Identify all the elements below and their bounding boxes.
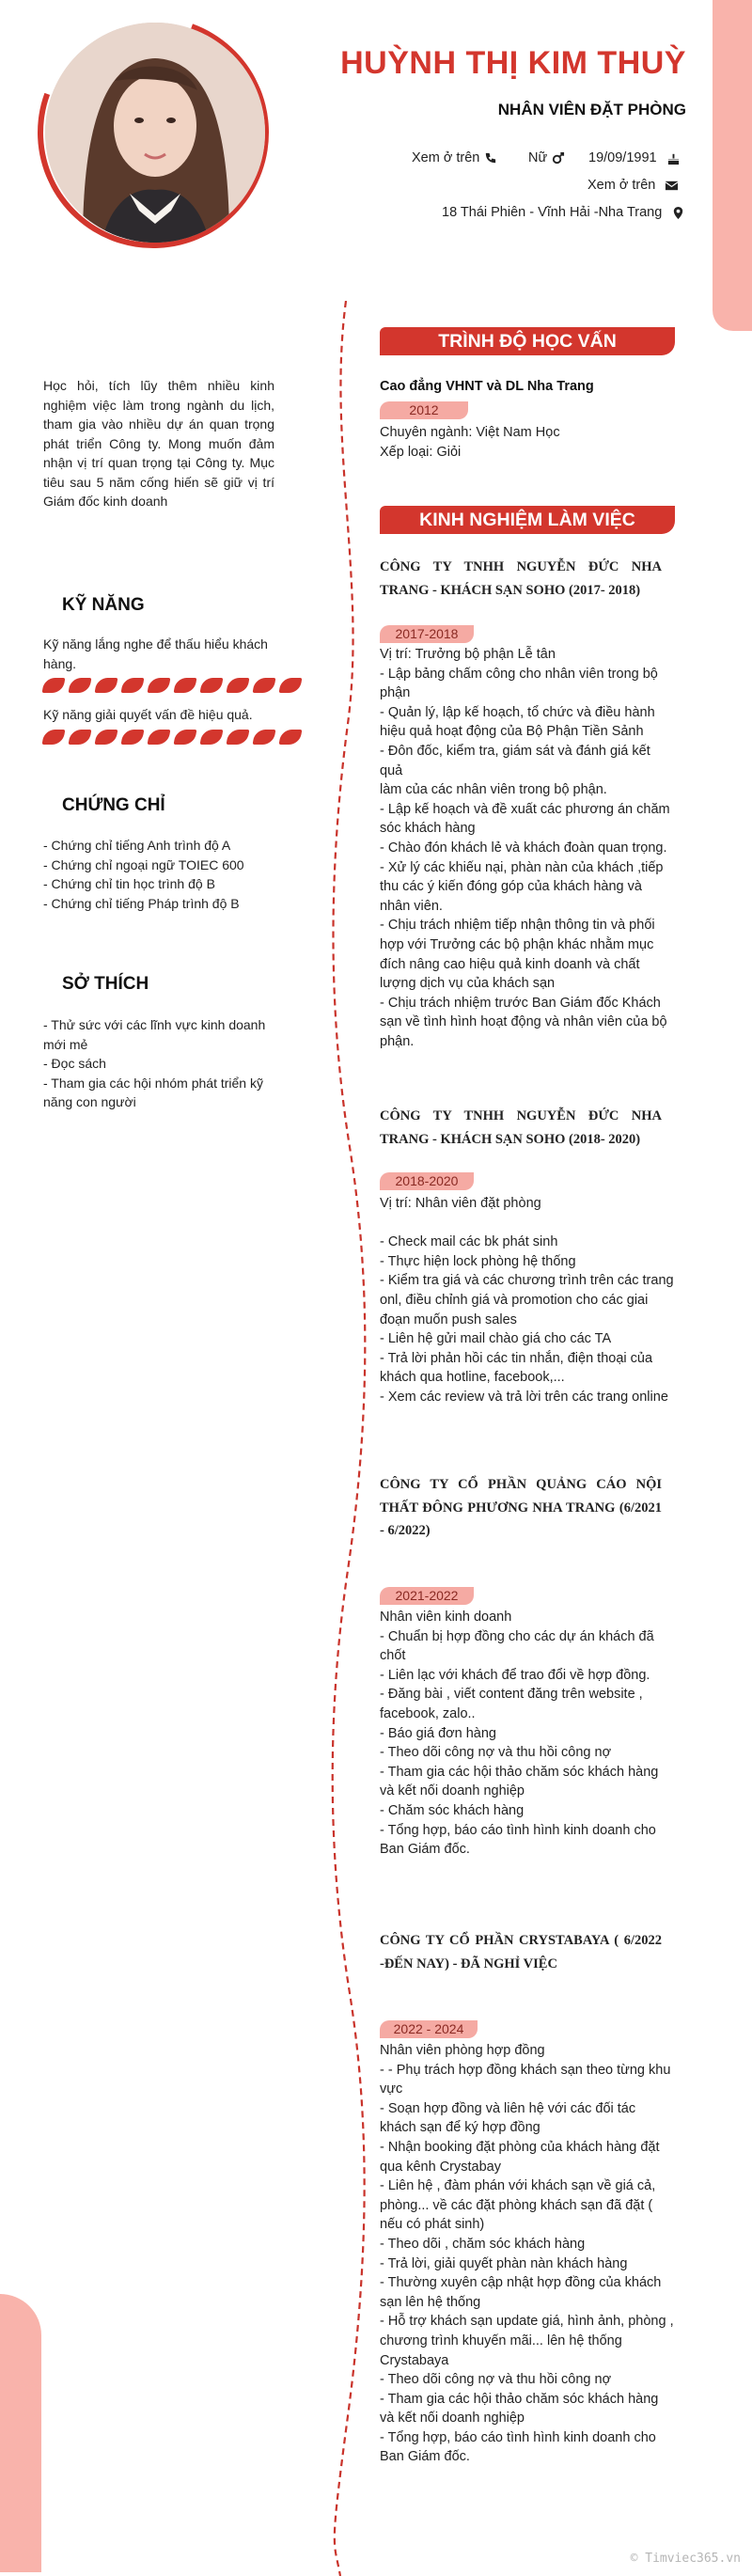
job-4-details <box>380 2041 675 2467</box>
address-value: 18 Thái Phiên - Vĩnh Hải -Nha Trang <box>442 205 663 220</box>
job-line: - Chuẩn bị hợp đồng cho các dự án khách đã chốt <box>380 1628 654 1664</box>
certificates-heading: CHỨNG CHỈ <box>62 795 165 815</box>
hobby-item: - Tham gia các hội nhóm phát triển kỹ năng con người <box>43 1075 263 1109</box>
rating-dot <box>227 730 250 745</box>
gender-info <box>528 150 565 165</box>
watermark-footer: © Timviec365.vn <box>630 2552 741 2566</box>
job-1-period: 2017-2018 <box>380 625 474 643</box>
email-info <box>588 178 679 193</box>
job-line: - Chịu trách nhiệm trước Ban Giám đốc Khách sạn về tình hình hoạt động và nhân viên của bộ phận. <box>380 995 667 1049</box>
job-line: - Lập kế hoạch và đề xuất các phương án chăm sóc khách hàng <box>380 801 670 837</box>
phone-value: Xem ở trên <box>412 150 480 165</box>
cake-icon <box>666 151 681 165</box>
rating-dot <box>95 678 118 693</box>
avatar-portrait-icon <box>45 23 265 243</box>
rating-dot <box>148 730 171 745</box>
job-line: - Chịu trách nhiệm tiếp nhận thông tin và phối hợp với Trưởng các bộ phận khác nhằm mục đích nâng cao hiệu quả kinh doanh và chất lượng dịch vụ của khách sạn <box>380 918 655 992</box>
job-2-company: CÔNG TY TNHH NGUYỄN ĐỨC NHA TRANG - KHÁCH SẠN SOHO (2018- 2020) <box>380 1108 662 1147</box>
job-2-details <box>380 1194 675 1407</box>
rating-dot <box>253 730 276 745</box>
job-line: - Đăng bài , viết content đăng trên website , facebook, zalo.. <box>380 1687 643 1721</box>
job-3-period: 2021-2022 <box>380 1587 474 1605</box>
job-line: - Tổng hợp, báo cáo tình hình kinh doanh cho Ban Giám đốc. <box>380 2429 656 2465</box>
job-line: - Soạn hợp đồng và liên hệ với các đối tác khách sạn để ký hợp đồng <box>380 2100 636 2136</box>
skill-1-rating <box>43 678 301 695</box>
job-line: - Chăm sóc khách hàng <box>380 1802 525 1818</box>
rating-dot <box>279 730 303 745</box>
address-info <box>442 205 685 220</box>
job-line: làm của các nhân viên trong bộ phận. <box>380 782 607 798</box>
gender-value: Nữ <box>528 150 548 165</box>
job-line: - Thường xuyên cập nhật hợp đồng của khách sạn lên hệ thống <box>380 2275 662 2310</box>
job-line: - Theo dõi , chăm sóc khách hàng <box>380 2236 586 2252</box>
job-line: - Tham gia các hội thảo chăm sóc khách hàng và kết nối doanh nghiệp <box>380 1764 659 1799</box>
job-2-period: 2018-2020 <box>380 1172 474 1190</box>
education-year: 2012 <box>380 401 468 419</box>
education-line: Xếp loại: Giỏi <box>380 444 462 460</box>
rating-dot <box>200 730 224 745</box>
job-line: - Thực hiện lock phòng hệ thống <box>380 1253 576 1269</box>
hobbies-heading: SỞ THÍCH <box>62 974 149 994</box>
skill-2-rating <box>43 730 301 746</box>
rating-dot <box>42 678 66 693</box>
job-line: - Lập bảng chấm công cho nhân viên trong bộ phận <box>380 666 658 701</box>
job-4-period: 2022 - 2024 <box>380 2020 478 2038</box>
rating-dot <box>42 730 66 745</box>
job-line: - Check mail các bk phát sinh <box>380 1234 558 1250</box>
corner-decoration-top <box>713 0 752 331</box>
phone-info <box>412 150 497 165</box>
skills-heading: KỸ NĂNG <box>62 595 145 615</box>
job-line: Nhân viên phòng hợp đồng <box>380 2043 545 2058</box>
job-line: - Trả lời, giải quyết phàn nàn khách hàng <box>380 2255 628 2271</box>
job-line: - Báo giá đơn hàng <box>380 1725 496 1741</box>
education-details <box>380 423 675 462</box>
certificate-item: - Chứng chỉ tiếng Pháp trình độ B <box>43 895 240 911</box>
email-value: Xem ở trên <box>588 178 656 193</box>
job-line: - Liên hệ , đàm phán với khách sạn về giá cả, phòng... về các đặt phòng khách sạn đã đặt ( nếu có phát sinh) <box>380 2178 656 2233</box>
dob-info <box>588 150 681 165</box>
rating-dot <box>227 678 250 693</box>
job-line: - Nhận booking đặt phòng của khách hàng đặt qua kênh Crystabay <box>380 2139 660 2175</box>
job-line: Vị trí: Trưởng bộ phận Lễ tân <box>380 647 556 662</box>
job-line: - Hỗ trợ khách sạn update giá, hình ảnh, phòng , chương trình khuyến mãi... lên hệ thống Crystabaya <box>380 2314 674 2368</box>
job-line: - Chào đón khách lẻ và khách đoàn quan trọng. - Xử lý các khiếu nại, phàn nàn của khách ,tiếp thu các ý kiến đóng góp của khách hàng và nhân viên. <box>380 840 667 914</box>
certificate-item: - Chứng chỉ ngoại ngữ TOIEC 600 <box>43 856 244 872</box>
education-school: Cao đẳng VHNT và DL Nha Trang <box>380 379 594 394</box>
job-line: - Quản lý, lập kế hoạch, tổ chức và điều hành hiệu quả hoạt động của Bộ Phận Tiền Sảnh <box>380 704 655 740</box>
rating-dot <box>121 730 145 745</box>
hobby-item: - Thử sức với các lĩnh vực kinh doanh mới mẻ <box>43 1017 266 1052</box>
job-3-company: CÔNG TY CỔ PHẦN QUẢNG CÁO NỘI THẤT ĐÔNG PHƯƠNG NHA TRANG (6/2021 - 6/2022) <box>380 1477 662 1538</box>
job-title: NHÂN VIÊN ĐẶT PHÒNG <box>497 101 686 118</box>
envelope-icon <box>665 179 679 193</box>
gender-icon <box>551 151 565 165</box>
job-line: - Liên lạc với khách để trao đổi về hợp đồng. <box>380 1667 650 1683</box>
experience-heading: KINH NGHIỆM LÀM VIỆC <box>380 506 675 534</box>
hobby-item: - Đọc sách <box>43 1056 106 1071</box>
job-line: - Xem các review và trả lời trên các trang online <box>380 1389 668 1405</box>
job-line: - Tham gia các hội thảo chăm sóc khách hàng và kết nối doanh nghiệp <box>380 2391 659 2427</box>
rating-dot <box>253 678 276 693</box>
education-line: Chuyên ngành: Việt Nam Học <box>380 425 560 440</box>
phone-icon <box>483 151 497 165</box>
skill-2-label: Kỹ năng giải quyết vấn đề hiệu quả. <box>43 707 253 722</box>
rating-dot <box>69 678 92 693</box>
rating-dot <box>148 678 171 693</box>
candidate-name: HUỲNH THỊ KIM THUỲ <box>340 45 686 81</box>
rating-dot <box>200 678 224 693</box>
map-pin-icon <box>671 206 685 220</box>
education-heading: TRÌNH ĐỘ HỌC VẤN <box>380 327 675 355</box>
job-line: - Đôn đốc, kiểm tra, giám sát và đánh giá kết quả <box>380 743 650 778</box>
job-line: - Theo dõi công nợ và thu hồi công nợ <box>380 1745 612 1761</box>
rating-dot <box>279 678 303 693</box>
career-objective: Học hỏi, tích lũy thêm nhiều kinh nghiệm việc làm trong ngành du lịch, tham gia vào nhiều dự án quan trọng phát triển Công ty. Mong muốn đảm nhận vị trí quan trọng tại Công ty. Mục tiêu sau 5 năm cống hiến sẽ giữ vị trí Giám đốc kinh doanh <box>43 378 274 509</box>
rating-dot <box>69 730 92 745</box>
rating-dot <box>174 730 197 745</box>
certificates-list <box>43 836 274 913</box>
rating-dot <box>121 678 145 693</box>
rating-dot <box>95 730 118 745</box>
timeline-divider <box>320 301 376 2576</box>
skill-1-label: Kỹ năng lắng nghe để thấu hiểu khách hàng. <box>43 636 268 671</box>
job-line: Vị trí: Nhân viên đặt phòng <box>380 1196 541 1211</box>
job-1-company: CÔNG TY TNHH NGUYỄN ĐỨC NHA TRANG - KHÁCH SẠN SOHO (2017- 2018) <box>380 559 662 598</box>
rating-dot <box>174 678 197 693</box>
certificate-item: - Chứng chỉ tin học trình độ B <box>43 876 215 891</box>
avatar <box>45 23 265 243</box>
job-line: - Tổng hợp, báo cáo tình hình kinh doanh cho Ban Giám đốc. <box>380 1822 656 1858</box>
job-line: - Liên hệ gửi mail chào giá cho các TA <box>380 1331 612 1347</box>
job-line: - Theo dõi công nợ và thu hồi công nợ <box>380 2372 612 2388</box>
dob-value: 19/09/1991 <box>588 150 657 165</box>
job-3-details <box>380 1608 675 1860</box>
hobbies-list <box>43 1015 274 1112</box>
job-4-company: CÔNG TY CỔ PHẦN CRYSTABAYA ( 6/2022 -ĐẾN NAY) - ĐÃ NGHỈ VIỆC <box>380 1933 662 1971</box>
job-line: - - Phụ trách hợp đồng khách sạn theo từng khu vực <box>380 2062 671 2097</box>
job-line: - Trả lời phản hồi các tin nhắn, điện thoại của khách qua hotline, facebook,... <box>380 1350 653 1386</box>
job-line: - Kiểm tra giá và các chương trình trên các trang onl, điều chỉnh giá và promotion cho các giai đoạn muốn push sales <box>380 1273 674 1327</box>
certificate-item: - Chứng chỉ tiếng Anh trình độ A <box>43 838 231 853</box>
corner-decoration-bottom <box>0 2294 41 2572</box>
job-line <box>380 1214 675 1233</box>
job-line: Nhân viên kinh doanh <box>380 1610 512 1625</box>
job-1-details <box>380 645 675 1051</box>
